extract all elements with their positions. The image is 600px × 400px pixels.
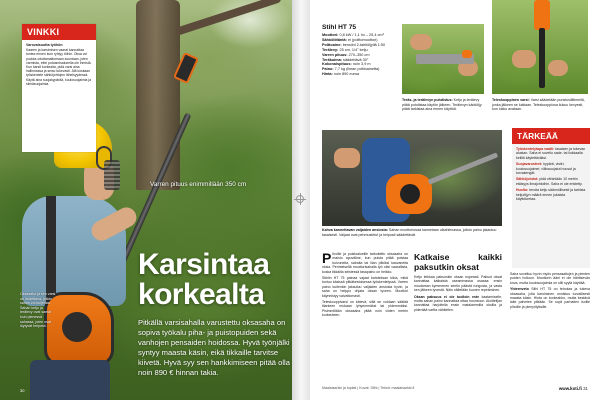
important-item-bold: Työskentelytapa vaatii: <box>516 147 555 151</box>
spec-value: 0,8 kW / 1,1 hv – 25,4 cm³ <box>339 33 384 37</box>
body-column-2 <box>414 252 502 314</box>
important-box-body <box>512 144 590 206</box>
photo-harness <box>322 130 502 226</box>
page-number-left: 30 <box>20 388 25 393</box>
tip-box-subheading: Varovaisuutta työhön <box>26 43 63 47</box>
right-page <box>310 0 600 400</box>
spec-value: ei (polttomoottori) <box>347 37 378 42</box>
saw-part <box>462 50 472 58</box>
spec-value: noin 890 euroa <box>333 72 360 77</box>
important-item <box>516 162 586 175</box>
body-column-1 <box>322 252 408 320</box>
spec-value: 7,7 kg (ilman polttoainetta) <box>334 67 380 72</box>
caption-text: Ketju ja terälevy pitää puhdistaa käytön jälkeen. Terälevyn kärkiöljy pitää tarkistaa aina ennen käyttöä. <box>402 98 482 112</box>
body-text: kaatamiselle, mutta sahan paino kannattaa ottaa huomioon. Aloittelijan kannattaa harjoitella ensin matalammilla oksilla ja pidentää vartta vähitellen. <box>414 294 502 312</box>
spec-label: Polttoaine: <box>322 42 342 47</box>
spec-label: Moottori: <box>322 33 339 37</box>
photo-bar-cleaning <box>402 24 484 94</box>
hand-shape <box>410 34 432 50</box>
footer-site: www.koti.fi <box>558 386 582 391</box>
spec-value: bensiini 2-tahtiöljyllä 1:50 <box>342 42 386 47</box>
body-paragraph: Teleskooppivarsi on kätevä, sillä se voidaan säätää tilanteen mukaan lyhyemmäksi tai pidemmäksi. Pisimmillään oksasaha yltää noin viiden metrin korkeuteen. <box>322 300 408 318</box>
page-number-right: 31 <box>583 386 588 391</box>
harness-strap <box>46 196 56 306</box>
caption-bold: Teleskooppinen varsi: <box>492 98 530 102</box>
body-bold: Oksan paksuus ei ole tuolloin este <box>414 294 480 299</box>
body-paragraph <box>510 287 590 309</box>
spec-label: Varren pituus: <box>322 52 348 57</box>
important-box-heading: TÄRKEÄÄ <box>512 128 590 144</box>
caption-harness <box>322 228 502 237</box>
left-page-photo <box>0 0 292 400</box>
saw-part <box>534 0 550 30</box>
spec-value: 25 cm, 1/4" ketju <box>339 47 368 52</box>
body-bold: Yhteenveto <box>510 287 529 292</box>
caption-bar-cleaning <box>402 98 486 112</box>
spec-label: Hinta: <box>322 72 333 77</box>
spec-label: Sähköliitäntä: <box>322 37 347 42</box>
important-item-bold: Huolto: <box>516 188 529 193</box>
caption-telescopic <box>492 98 588 112</box>
spec-label: Teräkulma: <box>322 57 342 62</box>
section-heading: Katkaise kaikki paksutkin oksat <box>414 252 502 272</box>
article-title-line1: Karsintaa <box>138 248 270 281</box>
caption-bold: Teräs- ja terälevyn puhdistus: <box>402 98 453 102</box>
hand-shape <box>548 60 568 76</box>
photo-caption: Varren pituus enimmillään 350 cm <box>150 181 247 188</box>
tip-box-body <box>22 40 96 89</box>
spec-value: 270–350 cm <box>348 52 370 57</box>
body-text: Stihl HT 75 on tehokas ja tukeva oksasaha, jolla karsiminen onnistuu turvallisesti maasta käsin. Hinta on korkeahko, mutta kestävä laite palvelee pitkään. Se sopii parhaiten isoille pihoille ja pienyrityksille. <box>510 287 590 309</box>
registration-mark-icon <box>296 195 304 203</box>
footer-folio <box>559 386 588 391</box>
article-lead: Pitkällä varsisahalla varustettu oksasaha on sopiva työkalu piha- ja puistopuiden sekä vanhojen pensaiden hoidossa. Hyvä työnjälki syntyy maasta käsin, eikä tikkaille tarvitse kiivetä. Hyvä syy sen hankkimiseen pitää olla noin 890 € hinnan takia. <box>138 318 290 377</box>
spec-label: Terälevy: <box>322 47 339 52</box>
tip-box <box>22 24 96 152</box>
spec-label: Kokonaispituus: <box>322 62 352 67</box>
side-caption: Oksasaha ja sen varsi on irrotettava, jolloin sahan voi kuljettaa. Sahan ketju ja terälevy ovat samat kuin pienessä sahassa, joten osat löytyvät helposti. <box>20 292 56 329</box>
important-item <box>516 147 586 160</box>
article-title-line2: korkealta <box>138 278 265 311</box>
hand-shape <box>334 148 360 168</box>
tip-box-heading: VINKKI <box>22 24 96 40</box>
spec-value: säädettävä 30° <box>343 57 369 62</box>
important-box <box>512 128 590 268</box>
important-item-bold: Suojavarusteet: <box>516 162 543 167</box>
important-item <box>516 188 586 201</box>
body-column-3 <box>510 272 590 311</box>
body-paragraph <box>414 295 502 313</box>
important-item-text: kypärä, visiiri, kuulosuojaimet, viiltosuojatut housut ja turvakengät. <box>516 162 576 176</box>
pole-shaft <box>539 28 545 88</box>
worker-legs <box>30 360 110 400</box>
important-item-text: teroita ketju säännöllisesti ja tarkista ketjuöljyn määrä ennen jokaista käyttökertaa. <box>516 188 586 202</box>
body-paragraph: Ketju leikkaa paksunkin oksan nopeasti. Paksut oksat kannattaa katkaista useammassa osassa: ensin muutaman kymmenen sentin päästä rungosta, ja vasta sen jälkeen tyvestä. Näin vältetään kuoren repeäminen. <box>414 275 502 293</box>
important-item <box>516 177 586 186</box>
drop-cap: P <box>322 250 332 266</box>
spec-label: Paino: <box>322 67 334 72</box>
footer-credits: Maalaisarkki ja tuplati | Kuvat: Stihl | Teksti: maalaisarkki.fi <box>322 386 415 390</box>
mesh-visor <box>104 160 120 190</box>
body-text: ihoille ja puistoalueille tarkoitettu oksasaha on mainio apuväline, kun puista pitää poistaa kuivuneita, sairaita tai liian pitkiksi kasvaneita oksia. Perinteisellä moottorisahalla työ olisi vaarallista, koska tikkailla seistessä tasapaino on heikko. <box>322 252 408 274</box>
caption-text: Sahan moottoriosaa kannetaan olkahihnassa, jolloin paino jakautuu tasaisesti. Valjaat ovat pehmustetut ja helposti säädettävät. <box>322 228 497 237</box>
engine-cap <box>62 312 92 342</box>
tip-box-text: Kaaren ja karsimisen vaarat kannattaa tuntea ennen kuin ryhtyy töihin. Oksa voi pudota odottamattomaan suuntaan, joten varmista, ettei putoamisalueella ole ihmisiä. Kun karsit korkealta, pidä varsi aina hallinnassa ja seiso tukevasti. Älä koskaan työskentele sähköjohtojen läheisyydessä. Käytä aina suojakypärää, kuulosuojaimia ja silmäsuojaimia. <box>26 48 92 86</box>
spec-title: Stihl HT 75 <box>322 24 357 31</box>
important-item-text: pidä vähintään 10 metrin etäisyys ilmajohtoihin. Saha ei ole eristetty. <box>516 177 583 186</box>
spec-value: noin 3,9 m <box>352 62 371 67</box>
important-item-bold: Sähköjohdot: <box>516 177 539 182</box>
worker-torso <box>22 196 126 306</box>
photo-telescopic-pole <box>492 0 588 94</box>
caption-bold: Kahva kannettavan valjaiden ansiosta: <box>322 228 388 232</box>
article-title <box>138 250 269 310</box>
important-item-text: tasaisen ja tukevan alustan. Saha ei sovellu sade- tai liukkaalla kelillä käytettäväksi. <box>516 147 586 160</box>
body-paragraph: Stihlin HT 75 painaa vajaat kahdeksan kiloa, mikä tuntuu käsissä pitkäkestoisessa työskentelyssä. Varren paino kuitenkin jakautuu valjaiden ansiosta hyvin, ja saha on helppo ohjata oksan tyveen. Moottori käynnistyy vaivattomasti. <box>322 276 408 298</box>
body-paragraph: Saha soveltuu hyvin myös pensasaitojen ja pienten puiden hoitoon. Moottorin ääni ei ole häiritsevän kova, mutta kuulosuojaimia on silti syytä käyttää. <box>510 272 590 285</box>
caption-text: Varsi säädetään puristusliittimellä, jonka jälkeen se lukitaan. Teleskooppiosa liukuu kevyesti, kun lukko avataan. <box>492 98 585 112</box>
body-paragraph <box>322 252 408 274</box>
hand-shape <box>512 50 536 68</box>
engine-cap <box>400 184 420 204</box>
